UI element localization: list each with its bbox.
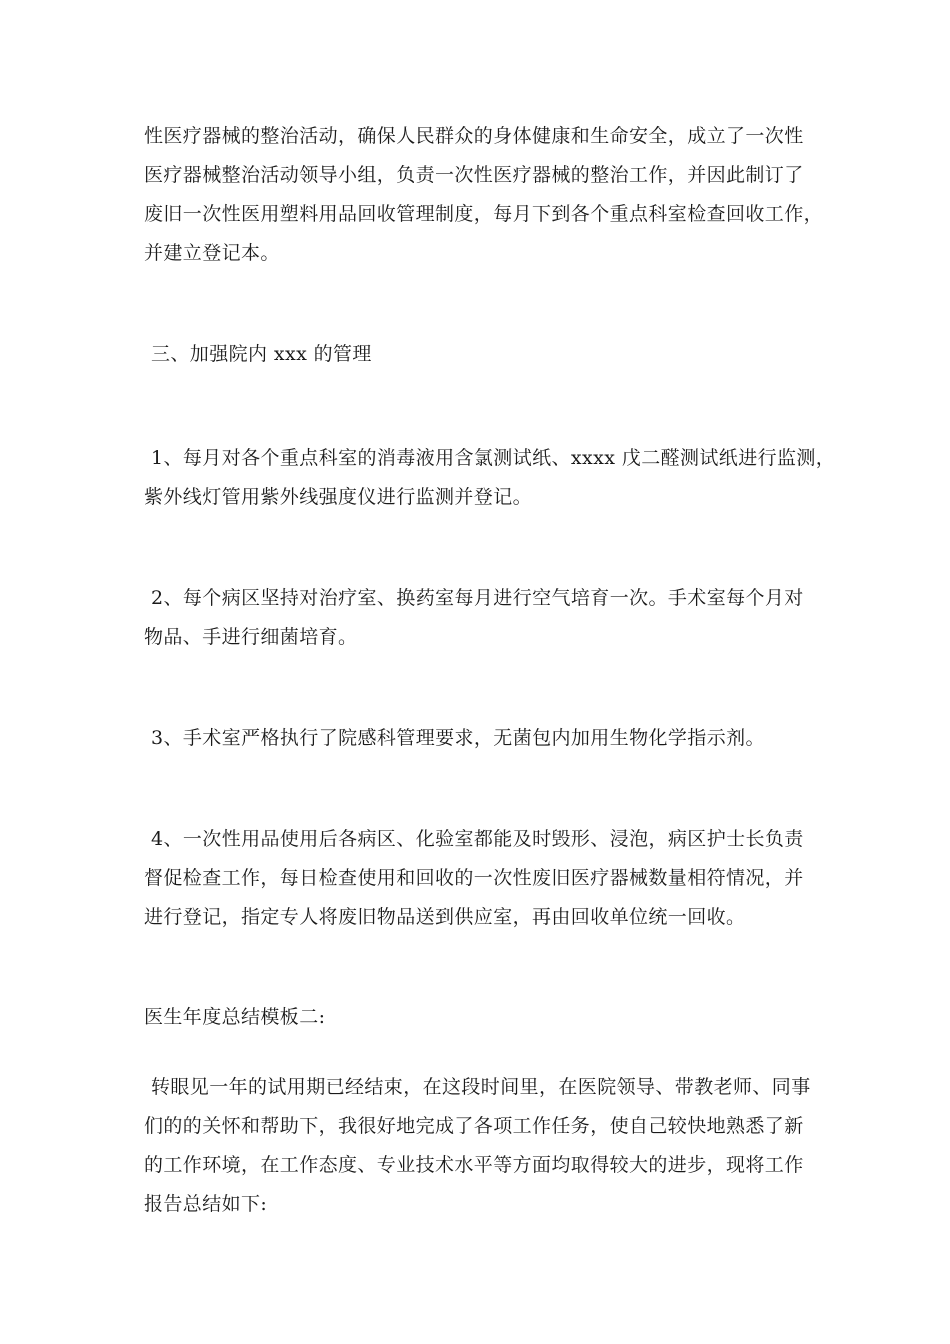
section-heading: 三、加强院内 xxx 的管理 xyxy=(151,343,372,365)
paragraph-line: 废旧一次性医用塑料用品回收管理制度，每月下到各个重点科室检查回收工作， xyxy=(144,203,824,225)
list-item-line: 4、一次性用品使用后各病区、化验室都能及时毁形、浸泡，病区护士长负责 xyxy=(151,828,804,850)
paragraph-line: 转眼见一年的试用期已经结束，在这段时间里，在医院领导、带教老师、同事 xyxy=(151,1076,811,1098)
paragraph-line: 性医疗器械的整治活动，确保人民群众的身体健康和生命安全，成立了一次性 xyxy=(144,125,804,147)
list-item-line: 进行登记，指定专人将废旧物品送到供应室，再由回收单位统一回收。 xyxy=(144,906,746,928)
paragraph-line: 们的的关怀和帮助下，我很好地完成了各项工作任务，使自己较快地熟悉了新 xyxy=(144,1115,804,1137)
list-item-line: 督促检查工作，每日检查使用和回收的一次性废旧医疗器械数量相符情况，并 xyxy=(144,867,804,889)
paragraph-line: 报告总结如下: xyxy=(144,1193,268,1215)
list-item-line: 1、每月对各个重点科室的消毒液用含氯测试纸、xxxx 戊二醛测试纸进行监测， xyxy=(151,447,836,469)
paragraph-line: 的工作环境，在工作态度、专业技术水平等方面均取得较大的进步，现将工作 xyxy=(144,1154,804,1176)
list-item-line: 3、手术室严格执行了院感科管理要求，无菌包内加用生物化学指示剂。 xyxy=(151,727,765,749)
list-item-line: 紫外线灯管用紫外线强度仪进行监测并登记。 xyxy=(144,486,533,508)
paragraph-line: 并建立登记本。 xyxy=(144,242,280,264)
list-item-line: 2、每个病区坚持对治疗室、换药室每月进行空气培育一次。手术室每个月对 xyxy=(151,587,804,609)
paragraph-line: 医疗器械整治活动领导小组，负责一次性医疗器械的整治工作，并因此制订了 xyxy=(144,164,804,186)
list-item-line: 物品、手进行细菌培育。 xyxy=(144,626,358,648)
template-title: 医生年度总结模板二: xyxy=(144,1006,326,1028)
